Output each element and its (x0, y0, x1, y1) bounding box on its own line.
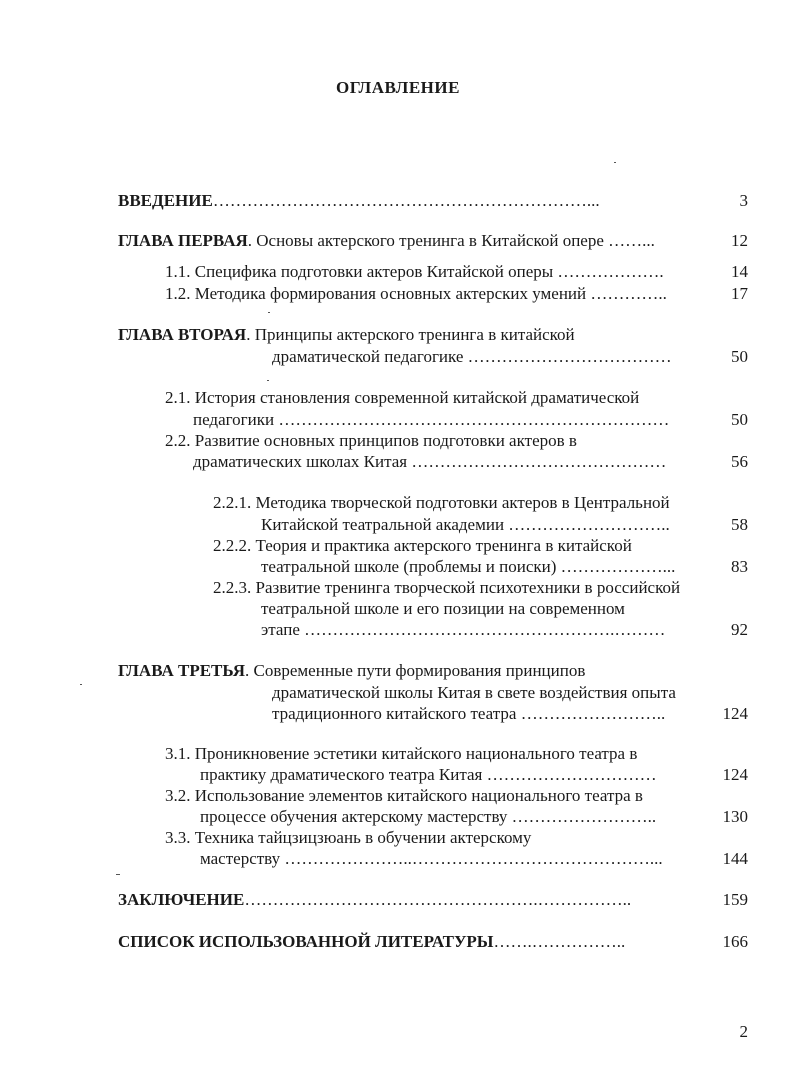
section-2-2-page: 56 (731, 452, 748, 471)
section-3-1-page: 124 (722, 765, 748, 784)
chapter-3-title-line-2: драматической школы Китая в свете воздействия опыта (272, 683, 676, 702)
toc-entry-2-2-3-line-2: театральной школе и его позиции на современном (261, 599, 625, 618)
chapter-1-page: 12 (731, 231, 748, 250)
toc-entry-2-2-1-line-2: Китайской театральной академии ……………………….. (261, 515, 670, 534)
intro-dots: …………………………………………………………... (212, 191, 600, 210)
toc-entry-1-1: 1.1. Специфика подготовки актеров Китайской оперы ………………. (165, 262, 664, 281)
chapter-3-page: 124 (722, 704, 748, 723)
conclusion-label: ЗАКЛЮЧЕНИЕ (118, 890, 245, 909)
chapter-2-title-line-2: драматической педагогике ……………………………… (272, 347, 672, 366)
section-2-2-1-page: 58 (731, 515, 748, 534)
toc-entry-2-2-line-1: 2.2. Развитие основных принципов подготовки актеров в (165, 431, 577, 450)
toc-entry-2-2-3-line-3: этапе ……………………………………………….……… (261, 620, 666, 639)
toc-entry-references (118, 932, 625, 952)
page-number: 2 (739, 1022, 748, 1041)
toc-entry-2-2-1-line-1: 2.2.1. Методика творческой подготовки актеров в Центральной (213, 493, 670, 512)
chapter-2-page: 50 (731, 347, 748, 366)
page-title: ОГЛАВЛЕНИЕ (336, 78, 460, 97)
scan-speck (267, 380, 269, 381)
references-dots: …….…………….. (493, 932, 626, 951)
toc-entry-3-3-line-1: 3.3. Техника тайцзицзюань в обучении актерскому (165, 828, 532, 847)
toc-entry-3-2-line-2: процессе обучения актерскому мастерству …………………….. (200, 807, 657, 826)
toc-entry-conclusion (118, 890, 631, 910)
toc-entry-2-2-line-2: драматических школах Китая ……………………………………… (193, 452, 667, 471)
chapter-3-title-line-1: . Современные пути формирования принципов (245, 661, 586, 680)
scan-speck (80, 684, 82, 685)
scan-speck (614, 162, 616, 163)
toc-entry-chapter-1 (118, 231, 655, 251)
scan-speck (116, 874, 120, 875)
section-2-2-3-page: 92 (731, 620, 748, 639)
section-3-3-page: 144 (722, 849, 748, 868)
toc-entry-2-1-line-1: 2.1. История становления современной китайской драматической (165, 388, 640, 407)
toc-entry-intro (118, 191, 600, 211)
chapter-1-title: . Основы актерского тренинга в Китайской опере ……... (247, 231, 655, 250)
section-2-2-2-page: 83 (731, 557, 748, 576)
toc-entry-3-3-line-2: мастерству …………………..……………………………………... (200, 849, 663, 868)
references-page: 166 (722, 932, 748, 951)
section-1-1-page: 14 (731, 262, 748, 281)
chapter-3-label: ГЛАВА ТРЕТЬЯ (118, 661, 246, 680)
toc-entry-3-2-line-1: 3.2. Использование элементов китайского национального театра в (165, 786, 643, 805)
section-3-2-page: 130 (722, 807, 748, 826)
chapter-1-label: ГЛАВА ПЕРВАЯ (118, 231, 248, 250)
toc-entry-chapter-3 (118, 661, 585, 681)
toc-entry-chapter-2 (118, 325, 575, 345)
toc-entry-2-1-line-2: педагогики …………………………………………………………… (193, 410, 670, 429)
toc-entry-2-2-3-line-1: 2.2.3. Развитие тренинга творческой психотехники в российской (213, 578, 681, 597)
chapter-3-title-line-3: традиционного китайского театра …………………….. (272, 704, 666, 723)
section-2-1-page: 50 (731, 410, 748, 429)
scan-speck (268, 312, 270, 313)
toc-entry-3-1-line-2: практику драматического театра Китая ………………………… (200, 765, 657, 784)
chapter-2-title-line-1: . Принципы актерского тренинга в китайской (246, 325, 575, 344)
toc-entry-2-2-2-line-1: 2.2.2. Теория и практика актерского тренинга в китайской (213, 536, 632, 555)
conclusion-dots: …………………………………………….…………….. (244, 890, 632, 909)
conclusion-page: 159 (722, 890, 748, 909)
references-label: СПИСОК ИСПОЛЬЗОВАННОЙ ЛИТЕРАТУРЫ (118, 932, 494, 951)
chapter-2-label: ГЛАВА ВТОРАЯ (118, 325, 247, 344)
intro-label: ВВЕДЕНИЕ (118, 191, 213, 210)
toc-entry-2-2-2-line-2: театральной школе (проблемы и поиски) ………………... (261, 557, 676, 576)
toc-entry-1-2: 1.2. Методика формирования основных актерских умений ………….. (165, 284, 667, 303)
toc-entry-3-1-line-1: 3.1. Проникновение эстетики китайского национального театра в (165, 744, 638, 763)
section-1-2-page: 17 (731, 284, 748, 303)
intro-page: 3 (739, 191, 748, 210)
